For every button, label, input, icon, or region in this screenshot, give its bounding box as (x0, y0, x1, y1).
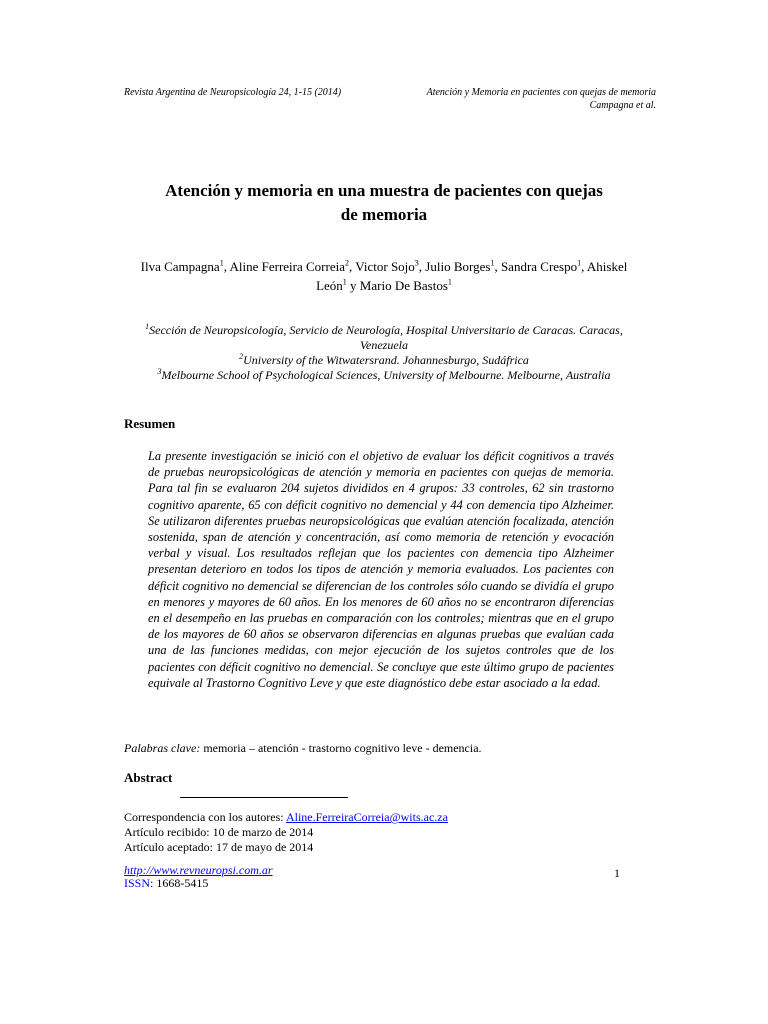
affiliation-item (120, 323, 648, 353)
page-footer (124, 864, 273, 890)
affiliation-text: Sección de Neuropsicología, Servicio de Neurología, Hospital Universitario de Caracas. Caracas, Venezuela (149, 323, 623, 352)
author-name: Victor Sojo (355, 259, 415, 274)
abstract-heading: Abstract (124, 770, 173, 785)
affiliations (120, 323, 648, 383)
author-sup: 1 (577, 258, 582, 268)
author-sup: 1 (219, 258, 224, 268)
received-date: Artículo recibido: 10 de marzo de 2014 (124, 825, 314, 839)
author-sup: 1 (342, 277, 347, 287)
running-title: Atención y Memoria en pacientes con quejas de memoria (426, 87, 656, 98)
keywords-label: Palabras clave: (124, 741, 201, 755)
correspondence-label: Correspondencia con los autores: (124, 810, 286, 824)
author-name: Mario De Bastos (359, 278, 448, 293)
author-sup: 2 (345, 258, 349, 268)
footnote-divider (180, 797, 348, 798)
running-authors: Campagna et al. (589, 100, 656, 111)
author-separator: , (223, 259, 230, 274)
author-name: Ahiskel León (316, 259, 628, 293)
issn-label: ISSN: (124, 876, 154, 890)
author-name: Ilva Campagna (140, 259, 220, 274)
author-separator: , (418, 259, 426, 274)
affiliation-sup: 2 (239, 352, 244, 361)
author-sup: 1 (447, 277, 452, 287)
affiliation-text: Melbourne School of Psychological Sciences, University of Melbourne. Melbourne, Australia (161, 368, 611, 382)
journal-citation: Revista Argentina de Neuropsicología 24, 1-15 (2014) (124, 87, 342, 98)
keywords-line (124, 741, 482, 756)
accepted-date: Artículo aceptado: 17 de mayo de 2014 (124, 840, 314, 854)
issn-value: 1668-5415 (153, 876, 209, 890)
correspondence-line (124, 810, 448, 825)
author-separator: y (346, 278, 360, 293)
affiliation-item (120, 368, 648, 383)
correspondence-email-link[interactable]: Aline.FerreiraCorreia@wits.ac.za (285, 810, 448, 824)
resumen-heading: Resumen (124, 416, 176, 431)
title-line-1: Atención y memoria en una muestra de pacientes con quejas (165, 181, 603, 200)
author-separator: , (349, 259, 356, 274)
journal-url-link[interactable]: http://www.revneuropsi.com.ar (124, 863, 273, 877)
author-separator: , (581, 259, 587, 274)
keywords-list: memoria – atención - trastorno cognitivo leve - demencia. (200, 741, 482, 755)
affiliation-item (120, 353, 648, 368)
affiliation-text: University of the Witwatersrand. Johannesburgo, Sudáfrica (243, 353, 529, 367)
author-separator: , (494, 259, 501, 274)
author-name: Julio Borges (425, 259, 491, 274)
author-name: Sandra Crespo (500, 259, 578, 274)
author-sup: 1 (490, 258, 495, 268)
author-list (140, 257, 628, 295)
affiliation-sup: 1 (145, 322, 150, 331)
title-line-2: de memoria (340, 205, 428, 224)
page-number: 1 (614, 866, 620, 880)
correspondence-block (124, 810, 448, 855)
resumen-body: La presente investigación se inició con el objetivo de evaluar los déficit cognitivos a través de pruebas neuropsicológicas de atención y memoria en pacientes con quejas de memoria. Para tal fin se evaluaron 204 sujetos divididos en 4 grupos: 33 controles, 62 sin trastorno cognitivo aparente, 65 con déficit cognitivo no demencial y 44 con demencia tipo Alzheimer. Se utilizaron diferentes pruebas neuropsicológicas que evalúan atención focalizada, atención sostenida, span de atención y concentración, así como memoria de retención y evocación verbal y visual. Los resultados reflejan que los pacientes con demencia tipo Alzheimer presentan deterioro en todos los tipos de atención y memoria evaluados. Los pacientes con déficit cognitivo no demencial se diferencian de los controles sólo cuando se dividía el grupo en menores y mayores de 60 años. En los menores de 60 años no se encontraron diferencias en el desempeño en las pruebas en comparación con los controles; mientras que en el grupo de los mayores de 60 años se observaron diferencias en algunas pruebas que evalúan cada una de las funciones medidas, con mejor ejecución de los sujetos controles que de los pacientes con déficit cognitivo no demencial. Se concluye que este último grupo de pacientes equivale al Trastorno Cognitivo Leve y que este diagnóstico debe estar asociado a la edad. (148, 449, 614, 690)
author-sup: 3 (414, 258, 419, 268)
author-name: Aline Ferreira Correia (229, 259, 345, 274)
paper-title (100, 179, 668, 227)
affiliation-sup: 3 (157, 367, 162, 376)
